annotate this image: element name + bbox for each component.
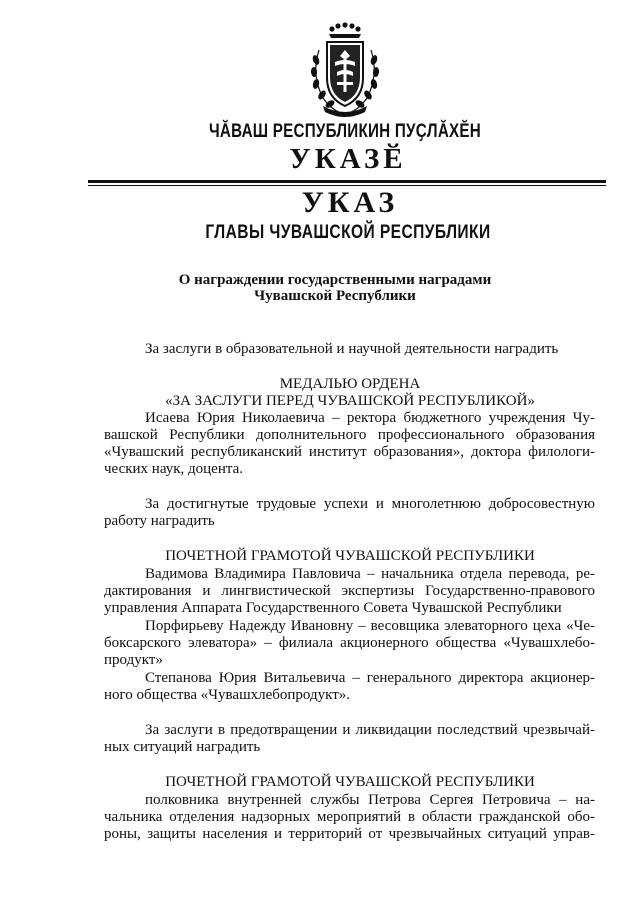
- decree-subject-line2: Чувашской Республики: [254, 288, 416, 304]
- person2-line1: Вадимова Владимира Павловича – начальника отдела перевода, ре-: [145, 566, 595, 582]
- person1-line4: ческих наук, доцента.: [104, 461, 243, 477]
- russian-header-line1: [0, 186, 640, 222]
- person4-line2: ного общества «Чувашхлебопродукт».: [104, 687, 351, 703]
- paragraph-intro-2-line2: работу наградить: [104, 513, 215, 529]
- person4-line1: Степанова Юрия Витальевича – генерального директора акционер-: [145, 670, 595, 686]
- person5-line1: полковника внутренней службы Петрова Сергея Петровича – на-: [145, 792, 595, 808]
- award-title-gramota-2: ПОЧЕТНОЙ ГРАМОТОЙ ЧУВАШСКОЙ РЕСПУБЛИКИ: [165, 774, 535, 790]
- russian-decree-title: УКАЗ: [301, 186, 399, 219]
- russian-header-line2: [0, 222, 640, 248]
- chuvash-header-text: ЧӐВАШ РЕСПУБЛИКИН ПУҪЛӐХӖН: [208, 121, 482, 142]
- person2-line3: управления Аппарата Государственного Совета Чувашской Республики: [104, 600, 562, 616]
- person1-line3: «Чувашский республиканский институт образования», доктора филологи-: [104, 444, 595, 460]
- chuvash-coat-of-arms-icon: [299, 20, 391, 120]
- header-divider-thick: [88, 180, 606, 183]
- person3-line1: Порфирьеву Надежду Ивановну – весовщика элеваторного цеха «Че-: [145, 618, 595, 634]
- person5-line3: роны, защиты населения и территорий от чрезвычайных ситуаций управ-: [104, 826, 595, 842]
- award-title-medal-line2: «ЗА ЗАСЛУГИ ПЕРЕД ЧУВАШСКОЙ РЕСПУБЛИКОЙ»: [165, 393, 535, 409]
- decree-subject-line1: О награждении государственными наградами: [178, 272, 492, 288]
- chuvash-decree-title: УКАЗӖ: [289, 143, 407, 175]
- person2-line2: дактирования и лингвистической экспертизы Государственно-правового: [104, 583, 595, 599]
- chuvash-header-line2: [0, 143, 640, 177]
- person1-line1: Исаева Юрия Николаевича – ректора бюджетного учреждения Чу-: [145, 410, 595, 426]
- award-title-medal-line1: МЕДАЛЬЮ ОРДЕНА: [279, 376, 421, 392]
- paragraph-intro-2-line1: За достигнутые трудовые успехи и многолетнюю добросовестную: [145, 496, 595, 512]
- paragraph-intro-1: За заслуги в образовательной и научной деятельности наградить: [145, 341, 559, 357]
- person1-line2: вашской Республики дополнительного профессионального образования: [104, 427, 595, 443]
- russian-header-text: ГЛАВЫ ЧУВАШСКОЙ РЕСПУБЛИКИ: [205, 222, 491, 243]
- person3-line2: боксарского элеватора» – филиала акционерного общества «Чувашхлебо-: [104, 635, 595, 651]
- award-title-gramota-1: ПОЧЕТНОЙ ГРАМОТОЙ ЧУВАШСКОЙ РЕСПУБЛИКИ: [165, 548, 535, 564]
- paragraph-intro-3-line1: За заслуги в предотвращении и ликвидации последствий чрезвычай-: [145, 722, 595, 738]
- paragraph-intro-3-line2: ных ситуаций наградить: [104, 739, 261, 755]
- person5-line2: чальника отделения надзорных мероприятий в области гражданской обо-: [104, 809, 595, 825]
- person3-line3: продукт»: [104, 652, 163, 668]
